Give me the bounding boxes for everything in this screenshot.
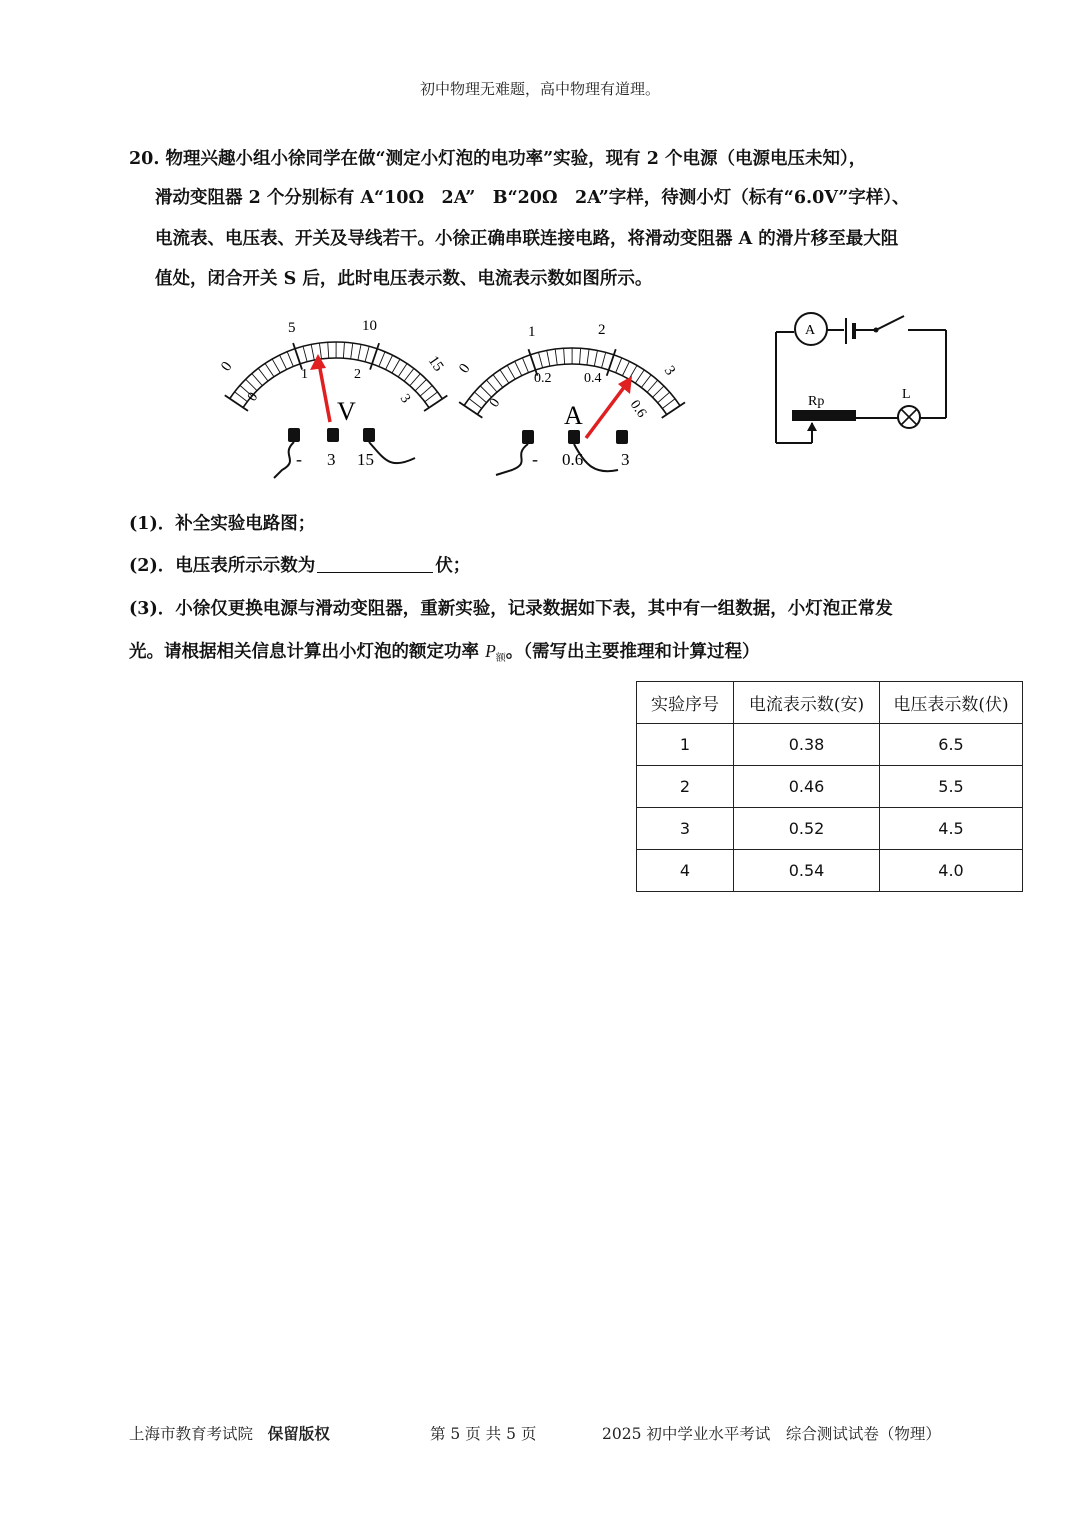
power-symbol: P: [485, 641, 496, 661]
footer-left: [129, 1422, 330, 1444]
voltmeter-upper-0: 0: [218, 358, 236, 375]
scale-tick: [420, 386, 432, 397]
sub-question-2-unit: 伏；: [435, 556, 471, 576]
footer-publisher: 上海市教育考试院: [129, 1425, 254, 1443]
ammeter-upper-2: 2: [598, 322, 606, 338]
sub-question-1: (1)．补全实验电路图；: [129, 514, 316, 534]
voltmeter-figure: [210, 310, 460, 490]
table-cell: 0.52: [734, 808, 880, 850]
circuit-diagram: [770, 310, 960, 450]
ammeter-figure: [456, 310, 680, 490]
table-cell: 2: [637, 766, 734, 808]
sub-question-3-line-1: (3)．小徐仅更换电源与滑动变阻器，重新实验，记录数据如下表，其中有一组数据，小灯泡正常发: [129, 599, 893, 619]
table-row: [637, 808, 1023, 850]
scale-tick: [474, 392, 486, 403]
scale-tick: [580, 348, 581, 364]
sub-question-2: [129, 552, 470, 577]
scale-tick: [303, 346, 307, 361]
question-line-3: 电流表、电压表、开关及导线若干。小徐正确串联连接电路，将滑动变阻器 A 的滑片移至最大阻: [155, 229, 899, 249]
scale-tick: [425, 392, 438, 402]
voltmeter-wire-neg: [274, 442, 294, 478]
ammeter-wire-neg: [496, 444, 528, 475]
voltmeter-terminal-neg-label: -: [296, 449, 302, 469]
ammeter-terminal-neg-label: -: [532, 449, 538, 469]
table-cell: 4.0: [880, 850, 1023, 892]
scale-tick: [328, 342, 329, 358]
voltmeter-upper-10: 10: [362, 318, 377, 334]
scale-tick: [507, 365, 515, 379]
table-header-row: [637, 682, 1023, 724]
table-cell: 4: [637, 850, 734, 892]
ammeter-needle: [586, 382, 628, 438]
scale-tick: [653, 386, 664, 397]
footer-page-number: 第 5 页 共 5 页: [430, 1425, 537, 1443]
scale-tick: [564, 348, 565, 364]
scale-tick: [410, 374, 421, 386]
table-row: [637, 766, 1023, 808]
scale-tick: [555, 349, 557, 365]
circuit-ammeter-label: A: [805, 323, 816, 338]
ammeter-lower-06: 0.6: [626, 397, 650, 421]
question-line-4: 值处，闭合开关 S 后，此时电压表示数、电流表示数如图所示。: [155, 269, 653, 289]
table-header: 电压表示数(伏): [880, 682, 1023, 724]
table-cell: 0.54: [734, 850, 880, 892]
scale-tick: [515, 361, 522, 375]
scale-tick: [594, 351, 597, 367]
scale-tick: [647, 380, 658, 392]
scale-tick: [358, 344, 361, 360]
scale-tick: [351, 343, 353, 359]
scale-tick: [379, 352, 385, 367]
ammeter-upper-0: 0: [456, 360, 474, 377]
voltmeter-terminal-neg: [288, 428, 300, 442]
scale-tick: [272, 359, 280, 373]
scale-tick: [311, 344, 314, 360]
scale-tick: [480, 386, 491, 397]
sub-question-3-text: 光。请根据相关信息计算出小灯泡的额定功率: [129, 642, 486, 662]
table-header: 电流表示数(安): [734, 682, 880, 724]
scale-tick: [662, 399, 675, 409]
scale-tick: [252, 374, 263, 386]
voltmeter-lower-2: 2: [354, 367, 361, 382]
answer-blank[interactable]: [317, 554, 433, 573]
scale-tick: [280, 355, 287, 369]
ammeter-terminal-neg: [522, 430, 534, 444]
sub-question-3-line-2: [129, 638, 760, 664]
scale-tick: [386, 355, 393, 369]
table-cell: 4.5: [880, 808, 1023, 850]
scale-tick: [459, 402, 482, 418]
scale-tick: [424, 395, 447, 411]
scale-tick: [246, 379, 257, 390]
scale-tick: [587, 349, 589, 365]
table-cell: 6.5: [880, 724, 1023, 766]
scale-tick: [635, 370, 644, 383]
scale-tick: [469, 399, 482, 409]
ammeter-terminal-06: [568, 430, 580, 444]
ammeter-lower-0: 0: [486, 395, 504, 411]
ammeter-terminal-3-label: 3: [621, 450, 630, 469]
voltmeter-terminal-3-label: 3: [327, 450, 336, 469]
scale-tick: [539, 352, 543, 367]
scale-tick: [486, 380, 497, 392]
ammeter-lower-02: 0.2: [534, 371, 552, 386]
ammeter-upper-1: 1: [528, 324, 536, 340]
scale-tick: [622, 361, 629, 375]
scale-tick: [404, 368, 414, 381]
power-subscript: 额: [495, 653, 506, 664]
voltmeter-needle-head: [310, 354, 326, 370]
voltmeter-upper-5: 5: [288, 320, 296, 336]
scale-tick: [500, 370, 509, 383]
table-header: 实验序号: [637, 682, 734, 724]
question-line-1: 20. 物理兴趣小组小徐同学在做“测定小灯泡的电功率”实验，现有 2 个电源（电源电压未知），: [129, 149, 867, 169]
table-cell: 5.5: [880, 766, 1023, 808]
question-line-2: 滑动变阻器 2 个分别标有 A“10Ω 2A” B“20Ω 2A”字样，待测小灯（标有“6.0V”字样）、: [155, 188, 910, 208]
scale-tick: [662, 402, 685, 418]
scale-tick: [287, 352, 293, 367]
sub-question-3-tail: 。（需写出主要推理和计算过程）: [505, 642, 760, 662]
scale-tick: [616, 358, 622, 373]
voltmeter-lower-0: 0: [244, 389, 262, 405]
scale-tick: [365, 346, 369, 361]
scale-tick: [319, 343, 321, 359]
voltmeter-wire-15: [369, 442, 415, 463]
scale-tick: [398, 364, 407, 377]
scale-tick: [225, 395, 248, 411]
data-table: [636, 681, 1023, 892]
scale-tick: [658, 392, 670, 403]
scale-tick: [602, 352, 606, 367]
scale-tick: [522, 358, 528, 373]
voltmeter-symbol: V: [337, 397, 356, 426]
ammeter-terminal-3: [616, 430, 628, 444]
scale-tick: [547, 350, 550, 366]
scale-tick: [641, 375, 651, 388]
scale-tick: [493, 375, 503, 388]
voltmeter-terminal-3: [327, 428, 339, 442]
circuit-rheostat-label: Rp: [808, 394, 825, 409]
table-cell: 0.46: [734, 766, 880, 808]
voltmeter-lower-1: 1: [301, 367, 308, 382]
switch-arm: [876, 316, 904, 330]
circuit-rheostat: [792, 410, 856, 421]
scale-tick: [265, 363, 274, 376]
page-header: 初中物理无难题，高中物理有道理。: [419, 80, 660, 98]
voltmeter-lower-3: 3: [396, 391, 414, 407]
table-row: [637, 850, 1023, 892]
footer-copyright: 保留版权: [267, 1424, 330, 1443]
table-cell: 3: [637, 808, 734, 850]
scale-tick: [258, 368, 268, 381]
ammeter-terminal-06-label: 0.6: [562, 450, 584, 469]
scale-tick: [415, 379, 426, 390]
scale-tick: [392, 359, 400, 373]
voltmeter-upper-15: 15: [424, 353, 447, 375]
circuit-lamp-label: L: [902, 387, 911, 402]
ammeter-lower-04: 0.4: [584, 371, 602, 386]
sub-question-2-text: (2)．电压表所示示数为: [129, 556, 316, 576]
footer-exam-title: 2025 初中学业水平考试 综合测试试卷（物理）: [602, 1425, 941, 1443]
ammeter-upper-3: 3: [660, 363, 679, 379]
table-cell: 1: [637, 724, 734, 766]
voltmeter-terminal-15-label: 15: [357, 450, 374, 469]
voltmeter-terminal-15: [363, 428, 375, 442]
ammeter-symbol: A: [564, 401, 583, 430]
table-row: [637, 724, 1023, 766]
scale-tick: [343, 342, 344, 358]
table-cell: 0.38: [734, 724, 880, 766]
